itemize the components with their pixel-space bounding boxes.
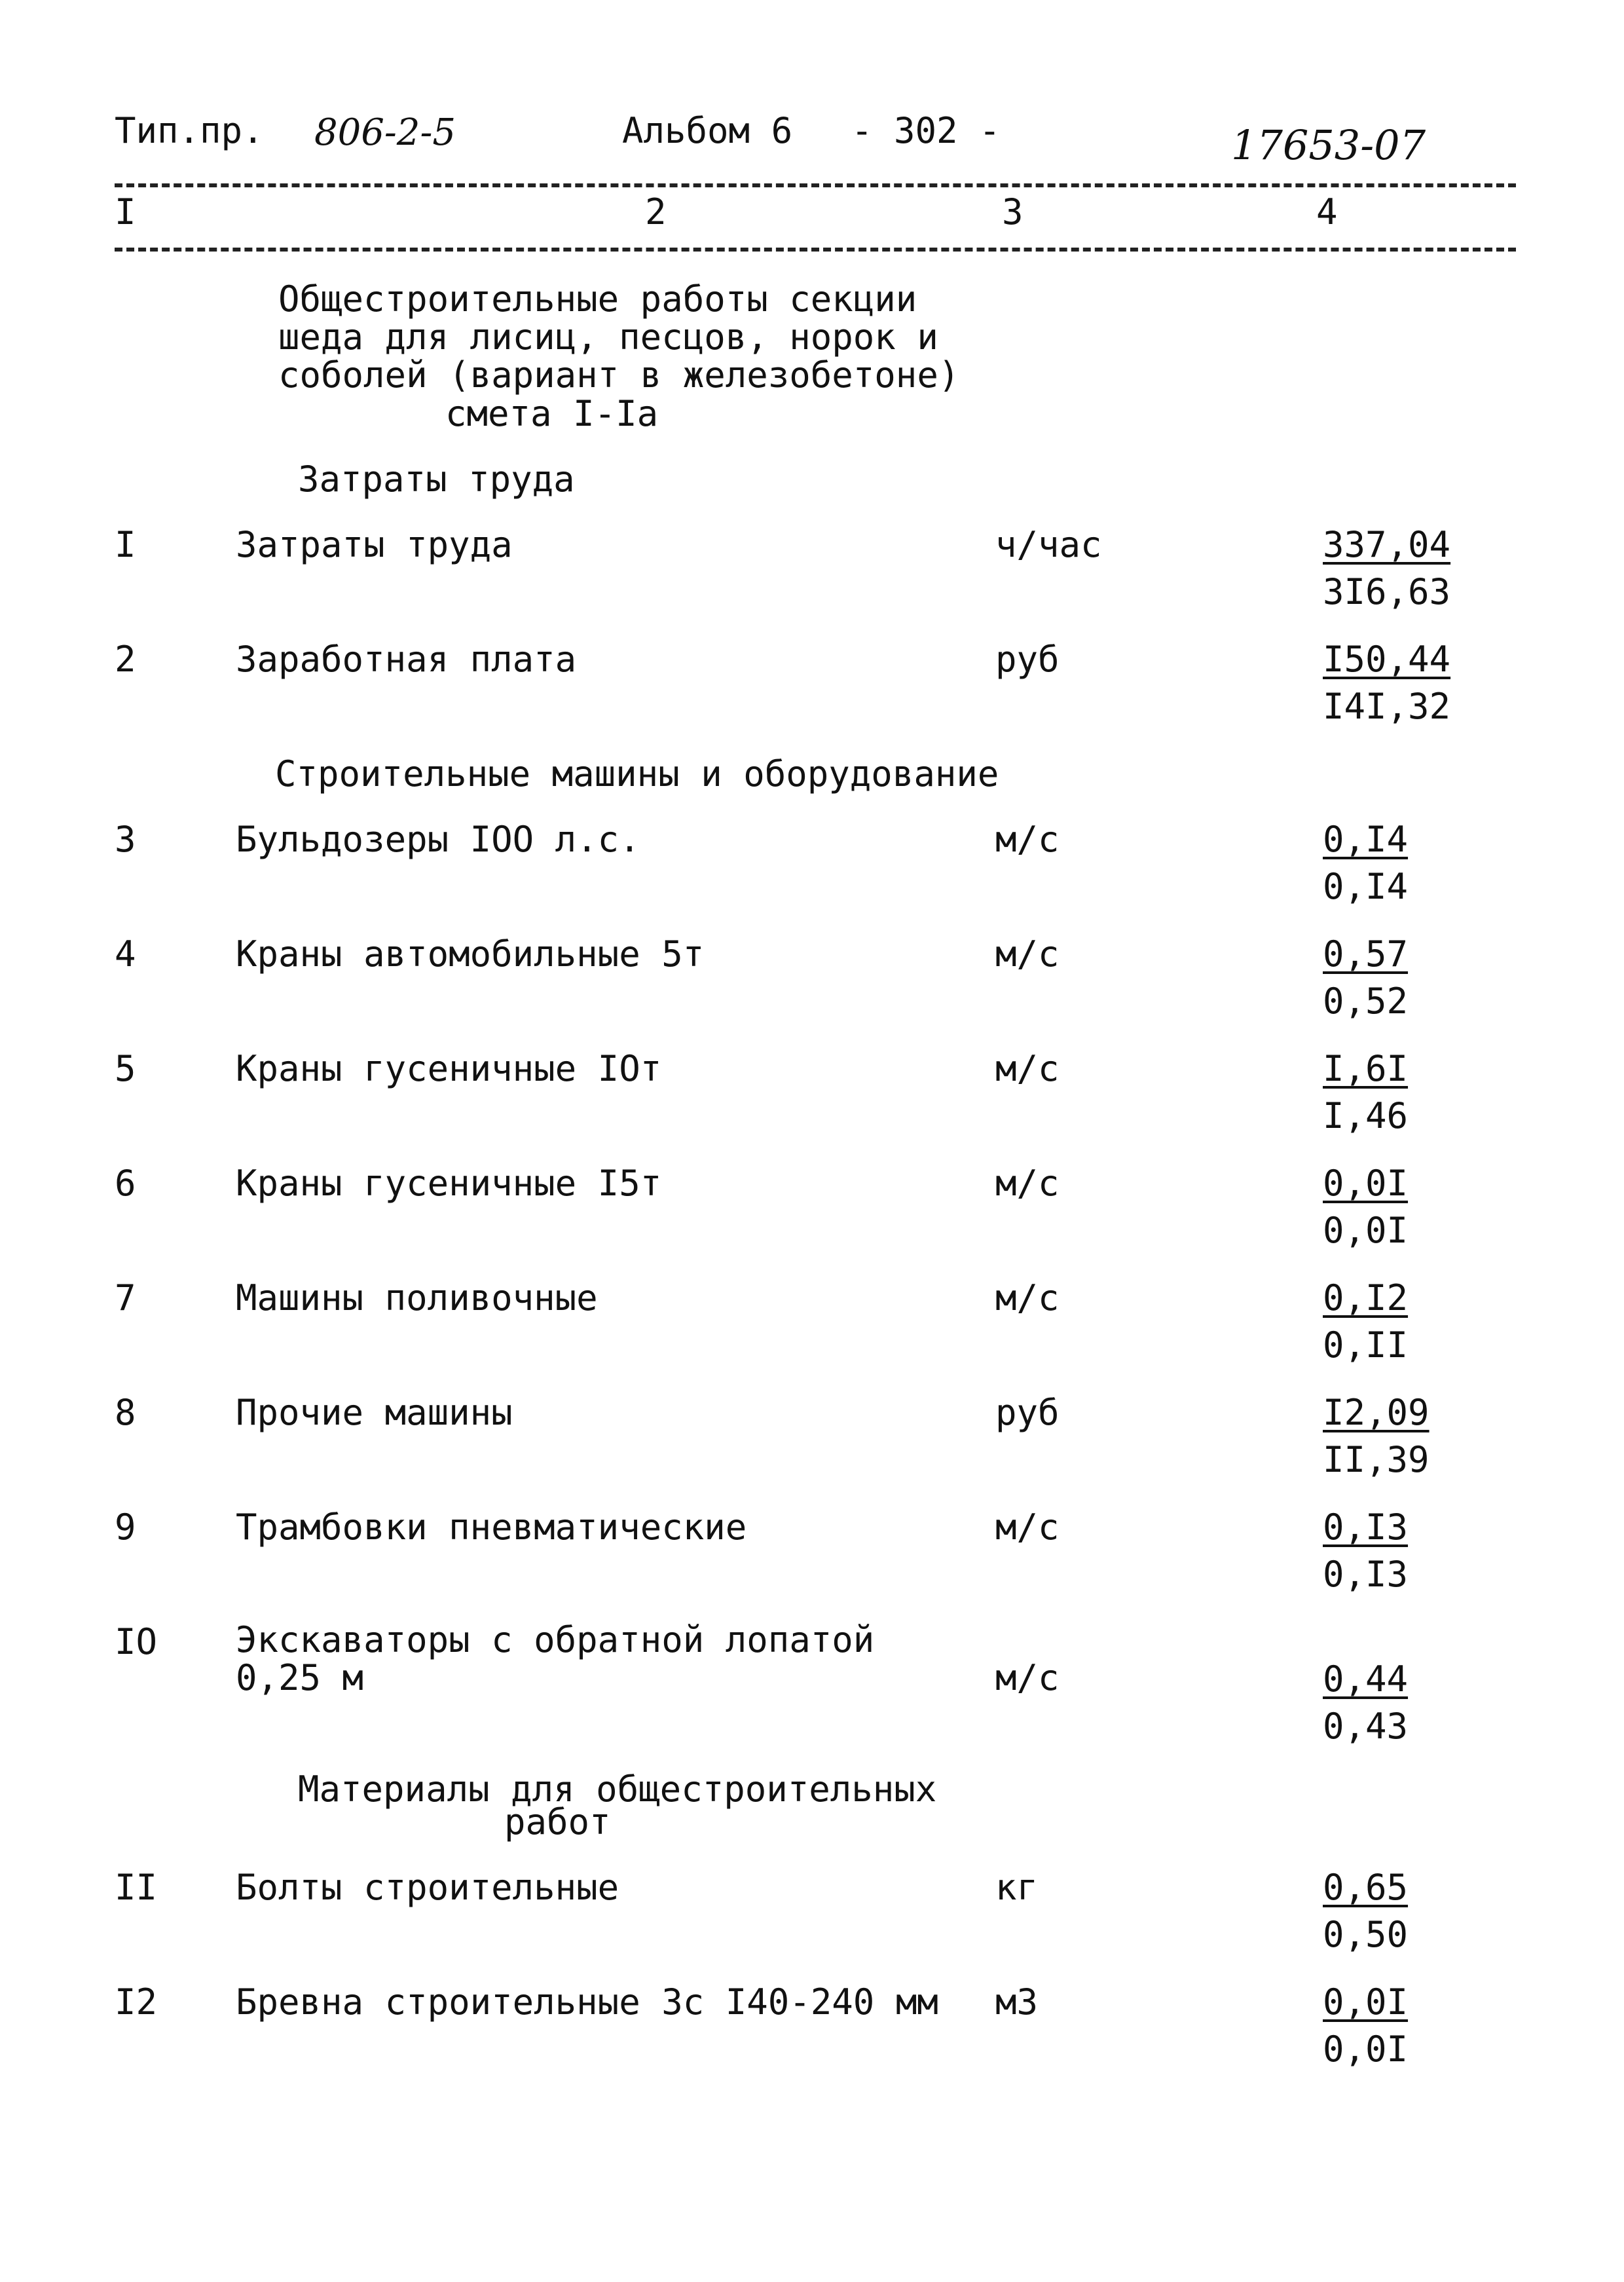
row-number: 5 (115, 1048, 136, 1089)
value-total: I2,09 (1323, 1392, 1430, 1433)
row-name: Краны автомобильные 5т (236, 933, 705, 975)
value-total: I,6I (1323, 1048, 1409, 1089)
value-partial: 0,0I (1323, 2029, 1409, 2070)
row-name: Экскаваторы с обратной лопатой (236, 1619, 875, 1660)
row-number: 4 (115, 933, 136, 975)
value-partial: 0,0I (1323, 1210, 1409, 1251)
row-number: 6 (115, 1163, 136, 1204)
header-divider-bottom (115, 248, 1516, 252)
section-heading-materials-cont: работ (504, 1801, 611, 1842)
column-header-1: I (115, 191, 136, 233)
row-unit: м/с (995, 819, 1060, 860)
row-values (1323, 1275, 1408, 1369)
row-values (1323, 1656, 1408, 1750)
row-name: Бульдозеры IOO л.с. (236, 819, 640, 860)
row-unit: м/с (995, 1163, 1060, 1204)
row-values (1323, 1160, 1408, 1254)
row-number: II (115, 1867, 158, 1908)
value-total: 337,04 (1323, 524, 1451, 565)
value-partial: 0,I3 (1323, 1554, 1409, 1595)
row-unit: м/с (995, 1277, 1060, 1319)
value-total: 0,44 (1323, 1658, 1409, 1700)
estimate-label: смета I-Iа (445, 393, 659, 434)
row-unit: м3 (995, 1981, 1039, 2023)
row-name: Бревна строительные 3с I40-240 мм (236, 1981, 938, 2023)
row-unit: руб (995, 1392, 1060, 1433)
row-values (1323, 931, 1408, 1025)
value-partial: I4I,32 (1323, 686, 1451, 727)
row-name: Машины поливочные (236, 1277, 598, 1319)
value-total: 0,0I (1323, 1981, 1409, 2023)
row-name: Трамбовки пневматические (236, 1506, 747, 1548)
row-unit: м/с (995, 1506, 1060, 1548)
column-header-3: 3 (1002, 191, 1024, 233)
row-values (1323, 1389, 1430, 1484)
value-partial: 0,II (1323, 1324, 1409, 1366)
row-values (1323, 521, 1450, 616)
row-values (1323, 1504, 1408, 1598)
row-name: Краны гусеничные I5т (236, 1163, 662, 1204)
row-unit: м/с (995, 1048, 1060, 1089)
row-number: 9 (115, 1506, 136, 1548)
column-header-2: 2 (645, 191, 667, 233)
row-values (1323, 636, 1450, 730)
row-number: I (115, 524, 136, 565)
value-partial: 0,52 (1323, 981, 1409, 1022)
row-values (1323, 1864, 1408, 1958)
row-unit: м/с (995, 933, 1060, 975)
row-unit: м/с (995, 1657, 1060, 1698)
row-name: Краны гусеничные IOт (236, 1048, 662, 1089)
value-total: 0,I3 (1323, 1506, 1409, 1548)
page-number: - 302 - (851, 110, 1001, 151)
value-total: 0,65 (1323, 1867, 1409, 1908)
album-label: Альбом 6 (622, 110, 793, 151)
value-total: I50,44 (1323, 639, 1451, 680)
value-partial: 0,43 (1323, 1706, 1409, 1747)
row-name-continued: 0,25 м (236, 1657, 364, 1698)
row-name: Болты строительные (236, 1867, 619, 1908)
row-number: 3 (115, 819, 136, 860)
row-values (1323, 816, 1408, 910)
value-partial: II,39 (1323, 1439, 1430, 1480)
project-code: 806-2-5 (314, 111, 456, 154)
value-total: 0,I4 (1323, 819, 1409, 860)
column-header-4: 4 (1316, 191, 1338, 233)
value-partial: 0,50 (1323, 1914, 1409, 1955)
row-name: Прочие машины (236, 1392, 513, 1433)
header-divider-top (115, 183, 1516, 187)
value-total: 0,0I (1323, 1163, 1409, 1204)
row-number: I2 (115, 1981, 158, 2023)
row-name: Затраты труда (236, 524, 513, 565)
value-total: 0,57 (1323, 933, 1409, 975)
row-unit: ч/час (995, 524, 1102, 565)
row-values (1323, 1979, 1408, 2073)
section-heading-labor: Затраты труда (298, 458, 575, 500)
value-partial: 3I6,63 (1323, 571, 1451, 612)
row-number: IO (115, 1621, 158, 1662)
row-number: 7 (115, 1277, 136, 1319)
value-partial: 0,I4 (1323, 866, 1409, 907)
row-values (1323, 1045, 1408, 1140)
row-name: Заработная плата (236, 639, 577, 680)
row-unit: кг (995, 1867, 1039, 1908)
row-number: 8 (115, 1392, 136, 1433)
section-heading-materials: Материалы для общестроительных (298, 1768, 937, 1810)
type-label: Тип.пр. (115, 110, 264, 151)
doc-number: 17653-07 (1231, 121, 1426, 169)
section-heading-machines: Строительные машины и оборудование (275, 753, 999, 795)
value-total: 0,I2 (1323, 1277, 1409, 1319)
row-number: 2 (115, 639, 136, 680)
value-partial: I,46 (1323, 1095, 1409, 1136)
section-title: Общестроительные работы секции шеда для лисиц, песцов, норок и соболей (вариант в железобетоне) (278, 278, 960, 396)
row-unit: руб (995, 639, 1060, 680)
